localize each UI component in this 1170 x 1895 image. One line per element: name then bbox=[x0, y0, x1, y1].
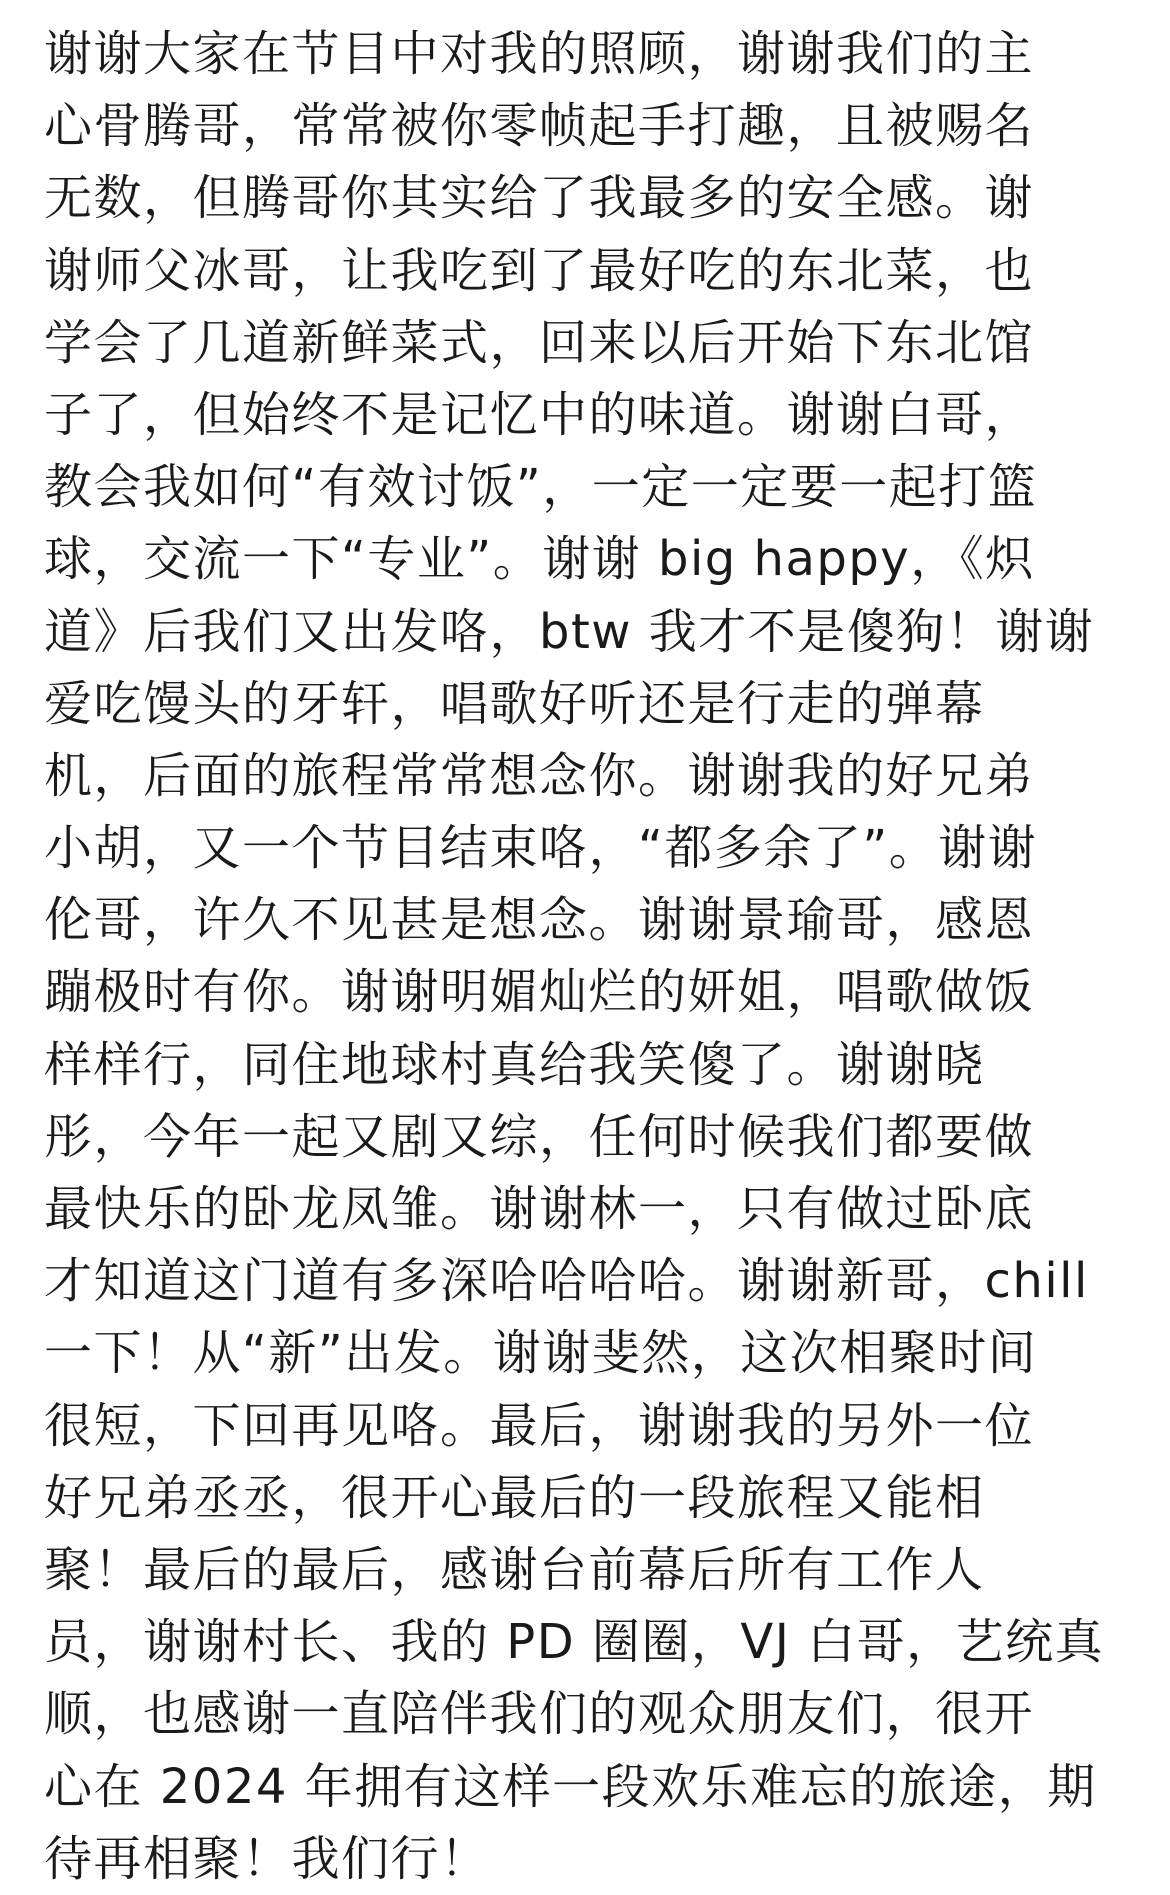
text-line: 顺，也感谢一直陪伴我们的观众朋友们，很开 bbox=[44, 1686, 1035, 1743]
text-line: 球，交流一下“专业”。谢谢 big happy，《炽 bbox=[44, 531, 1035, 588]
post-body-text bbox=[44, 18, 1134, 1895]
text-line: 机，后面的旅程常常想念你。谢谢我的好兄弟 bbox=[44, 747, 1035, 804]
text-line: 学会了几道新鲜菜式，回来以后开始下东北馆 bbox=[44, 314, 1035, 371]
text-line: 爱吃馒头的牙轩，唱歌好听还是行走的弹幕 bbox=[44, 675, 985, 732]
text-line: 心骨腾哥，常常被你零帧起手打趣，且被赐名 bbox=[44, 98, 1035, 155]
text-line: 很短，下回再见咯。最后，谢谢我的另外一位 bbox=[44, 1397, 1035, 1454]
text-line: 伦哥，许久不见甚是想念。谢谢景瑜哥，感恩 bbox=[44, 892, 1035, 949]
text-line: 最快乐的卧龙凤雏。谢谢林一，只有做过卧底 bbox=[44, 1181, 1035, 1237]
text-line: 好兄弟丞丞，很开心最后的一段旅程又能相 bbox=[44, 1469, 985, 1526]
text-line: 聚！最后的最后，感谢台前幕后所有工作人 bbox=[44, 1541, 985, 1598]
text-line: 教会我如何“有效讨饭”，一定一定要一起打篮 bbox=[44, 459, 1038, 516]
text-line: 道》后我们又出发咯，btw 我才不是傻狗！谢谢 bbox=[44, 603, 1095, 660]
text-line: 员，谢谢村长、我的 PD 圈圈，VJ 白哥，艺统真 bbox=[44, 1614, 1105, 1671]
text-line: 谢师父冰哥，让我吃到了最好吃的东北菜，也 bbox=[44, 242, 1035, 299]
text-line: 谢谢大家在节目中对我的照顾，谢谢我们的主 bbox=[44, 26, 1035, 82]
text-line: 心在 2024 年拥有这样一段欢乐难忘的旅途，期 bbox=[44, 1758, 1097, 1815]
text-line: 才知道这门道有多深哈哈哈哈。谢谢新哥，chill bbox=[44, 1253, 1089, 1310]
text-line: 彤，今年一起又剧又综，任何时候我们都要做 bbox=[44, 1108, 1035, 1165]
text-line: 一下！从“新”出发。谢谢斐然，这次相聚时间 bbox=[44, 1325, 1038, 1382]
text-line: 小胡，又一个节目结束咯，“都多余了”。谢谢 bbox=[44, 820, 1038, 877]
text-line: 样样行，同住地球村真给我笑傻了。谢谢晓 bbox=[44, 1036, 985, 1093]
text-line: 子了，但始终不是记忆中的味道。谢谢白哥， bbox=[44, 386, 1035, 443]
text-line: 无数，但腾哥你其实给了我最多的安全感。谢 bbox=[44, 170, 1035, 227]
text-line: 蹦极时有你。谢谢明媚灿烂的妍姐，唱歌做饭 bbox=[44, 964, 1035, 1021]
text-line: 待再相聚！我们行！ bbox=[44, 1830, 490, 1887]
